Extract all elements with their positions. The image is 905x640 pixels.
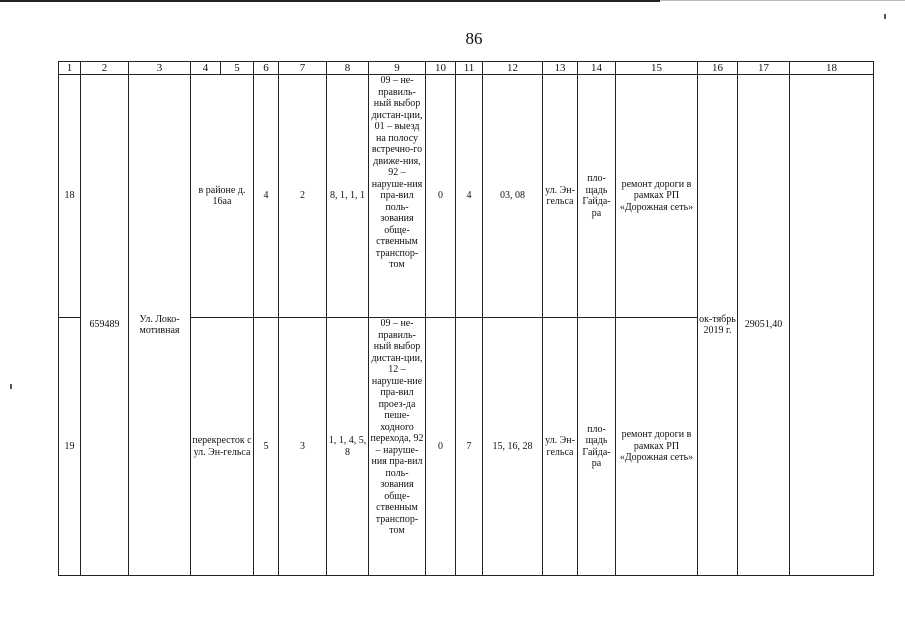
page-number: 86 (465, 29, 483, 48)
road-accident-table (58, 61, 874, 576)
column-10-cell: 0 (426, 318, 456, 576)
street-name-cell: Ул. Локо-мотивная (129, 75, 191, 576)
violations-cell: 09 – не-правиль-ный выбор дистан-ции, 12 – наруше-ние пра-вил проез-да пеше-ходного перехода, 92 – наруше-ния пра-вил поль-зования обще-ственным транспор-том (369, 318, 426, 576)
column-6-cell: 4 (254, 75, 279, 318)
column-header: 7 (279, 62, 327, 75)
column-12-cell: 15, 16, 28 (483, 318, 543, 576)
column-header: 8 (327, 62, 369, 75)
column-header: 16 (698, 62, 738, 75)
street-from-cell: ул. Эн-гельса (543, 318, 578, 576)
column-10-cell: 0 (426, 75, 456, 318)
measure-cell: ремонт дороги в рамках РП «Дорожная сеть» (616, 75, 698, 318)
column-8-cell: 1, 1, 4, 5, 8 (327, 318, 369, 576)
scan-speck (10, 384, 12, 389)
column-7-cell: 2 (279, 75, 327, 318)
column-header: 15 (616, 62, 698, 75)
table-row (59, 75, 874, 318)
violations-cell: 09 – не-правиль-ный выбор дистан-ции, 01 – выезд на полосу встречно-го движе-ния, 92 – наруше-ния пра-вил поль-зования обще-ственным транспор-том (369, 75, 426, 318)
road-code-cell: 659489 (81, 75, 129, 576)
location-cell: в районе д. 16аа (191, 75, 254, 318)
column-18-cell (790, 75, 874, 576)
column-header: 4 (191, 62, 221, 75)
row-number: 19 (59, 318, 81, 576)
column-header: 18 (790, 62, 874, 75)
street-to-cell: пло-щадь Гайда-ра (578, 75, 616, 318)
column-header: 2 (81, 62, 129, 75)
location-cell: перекресток с ул. Эн-гельса (191, 318, 254, 576)
scan-speck (884, 14, 886, 19)
scan-edge-line-faint (660, 0, 905, 1)
row-number: 18 (59, 75, 81, 318)
column-header: 12 (483, 62, 543, 75)
column-header: 9 (369, 62, 426, 75)
period-cell: ок-тябрь 2019 г. (698, 75, 738, 576)
column-6-cell: 5 (254, 318, 279, 576)
column-number-row (59, 62, 874, 75)
column-8-cell: 8, 1, 1, 1 (327, 75, 369, 318)
column-header: 1 (59, 62, 81, 75)
column-header: 11 (456, 62, 483, 75)
column-header: 6 (254, 62, 279, 75)
column-7-cell: 3 (279, 318, 327, 576)
amount-cell: 29051,40 (738, 75, 790, 576)
street-from-cell: ул. Эн-гельса (543, 75, 578, 318)
street-to-cell: пло-щадь Гайда-ра (578, 318, 616, 576)
column-header: 5 (221, 62, 254, 75)
column-header: 14 (578, 62, 616, 75)
scan-edge-line (0, 0, 660, 2)
column-header: 10 (426, 62, 456, 75)
column-header: 17 (738, 62, 790, 75)
column-header: 3 (129, 62, 191, 75)
measure-cell: ремонт дороги в рамках РП «Дорожная сеть» (616, 318, 698, 576)
column-header: 13 (543, 62, 578, 75)
column-12-cell: 03, 08 (483, 75, 543, 318)
column-11-cell: 7 (456, 318, 483, 576)
column-11-cell: 4 (456, 75, 483, 318)
